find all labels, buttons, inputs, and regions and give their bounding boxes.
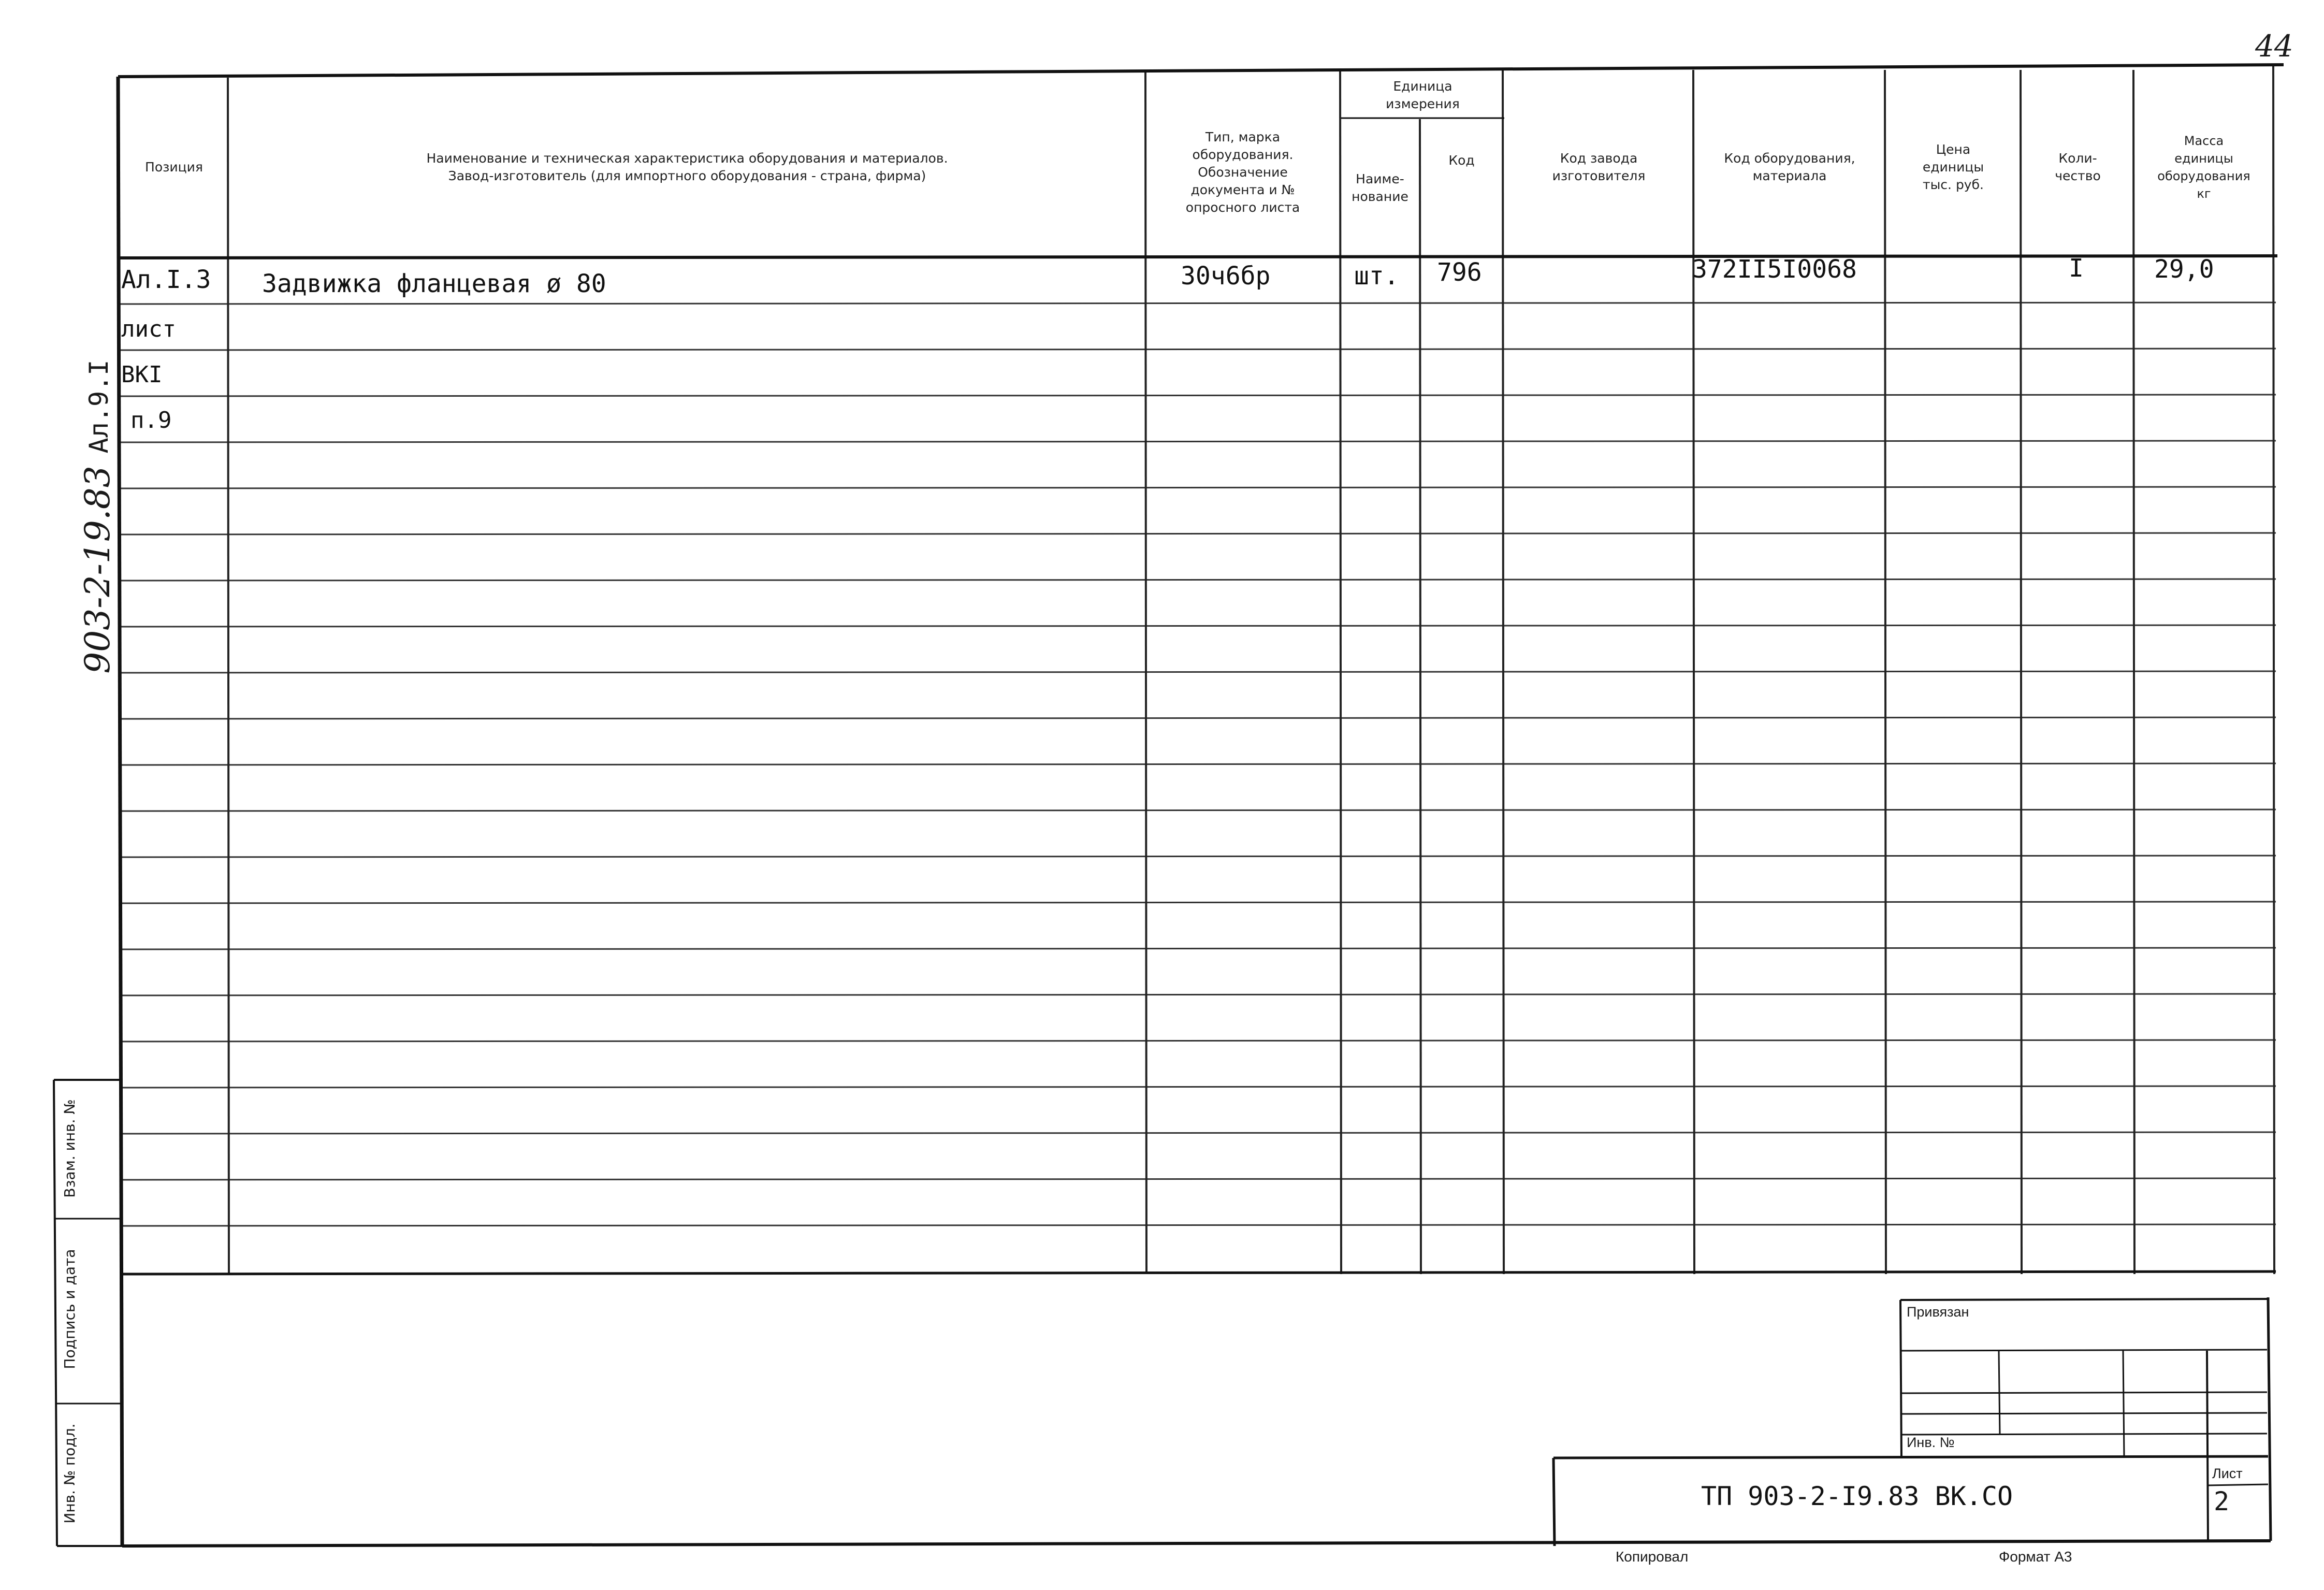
page-number: 44 xyxy=(2255,28,2293,64)
row1-quantity: I xyxy=(2069,254,2084,283)
table-row-line xyxy=(120,1086,2276,1088)
binding-label: Привязан xyxy=(1907,1304,1969,1320)
row1-name: Задвижка фланцевая ø 80 xyxy=(262,269,606,298)
table-row-line xyxy=(120,349,2276,350)
table-row-line xyxy=(120,1040,2276,1042)
table-row-line xyxy=(120,717,2276,719)
header-position: Позиция xyxy=(145,160,203,175)
header-type: Тип, марка оборудования. Обозначение документа и № опросного листа xyxy=(1185,129,1300,215)
table-row-line xyxy=(120,487,2276,488)
signature-date-label: Подпись и дата xyxy=(61,1249,78,1369)
table-row-line xyxy=(120,1132,2276,1134)
table-row-line xyxy=(120,395,2276,396)
table-column-line xyxy=(1420,119,1421,1274)
table-row-line xyxy=(120,994,2276,995)
table-column-line xyxy=(2021,70,2022,1274)
vertical-sheet-ref: Ал.9.I xyxy=(84,359,114,454)
table-row-line xyxy=(120,1224,2276,1226)
header-plant-code: Код завода изготовителя xyxy=(1552,151,1646,183)
table-row-line xyxy=(120,1178,2276,1180)
table-column-line xyxy=(1503,70,1504,1274)
table-column-line xyxy=(2273,65,2274,1274)
table-row-line xyxy=(120,763,2276,765)
header-unit-code: Код xyxy=(1448,153,1475,168)
table-row-line xyxy=(120,810,2276,811)
document-designation: ТП 903-2-I9.83 ВК.СО xyxy=(1701,1481,2013,1511)
header-equipment-code: Код оборудования, материала xyxy=(1724,151,1855,183)
replacement-inv-label: Взам. инв. № xyxy=(61,1099,78,1198)
table-row-line xyxy=(120,441,2276,442)
copied-label: Копировал xyxy=(1616,1549,1689,1565)
table-row-line xyxy=(120,856,2276,857)
row1-unit-code: 796 xyxy=(1437,258,1482,287)
table-row-line xyxy=(120,671,2276,673)
inv-label: Инв. № xyxy=(1907,1435,1955,1450)
header-unit-name: Наиме- нование xyxy=(1352,171,1408,204)
header-price: Цена единицы тыс. руб. xyxy=(1922,142,1984,192)
header-name: Наименование и техническая характеристика оборудования и материалов. Завод-изготовитель (для импортного оборудования - страна, фирма) xyxy=(426,151,948,183)
row3-position: ВКI xyxy=(121,362,163,388)
table-row-line xyxy=(120,625,2276,627)
row2-position: лист xyxy=(121,316,176,342)
vertical-doc-number: 903-2-19.83 xyxy=(78,466,118,674)
header-mass: Масса единицы оборудования кг xyxy=(2157,134,2250,201)
format-label: Формат А3 xyxy=(1999,1549,2072,1565)
row1-position: Ал.I.3 xyxy=(121,265,211,294)
table-row-line xyxy=(120,533,2276,534)
row1-type: 30ч6бр xyxy=(1181,262,1271,291)
row1-mass: 29,0 xyxy=(2154,255,2214,284)
table-row-line xyxy=(120,302,2276,304)
sheet-label: Лист xyxy=(2212,1466,2243,1481)
row1-equipment-code: 372II5I0068 xyxy=(1692,255,1857,284)
original-inv-label: Инв. № подл. xyxy=(61,1423,78,1524)
table-row-line xyxy=(120,948,2276,949)
header-quantity: Коли- чество xyxy=(2055,151,2101,183)
row4-position: п.9 xyxy=(130,407,172,433)
table-row-line xyxy=(120,902,2276,903)
row1-unit-name: шт. xyxy=(1354,262,1399,291)
header-unit-group: Единица измерения xyxy=(1386,79,1460,111)
sheet-number: 2 xyxy=(2214,1486,2230,1516)
table-row-line xyxy=(120,579,2276,581)
